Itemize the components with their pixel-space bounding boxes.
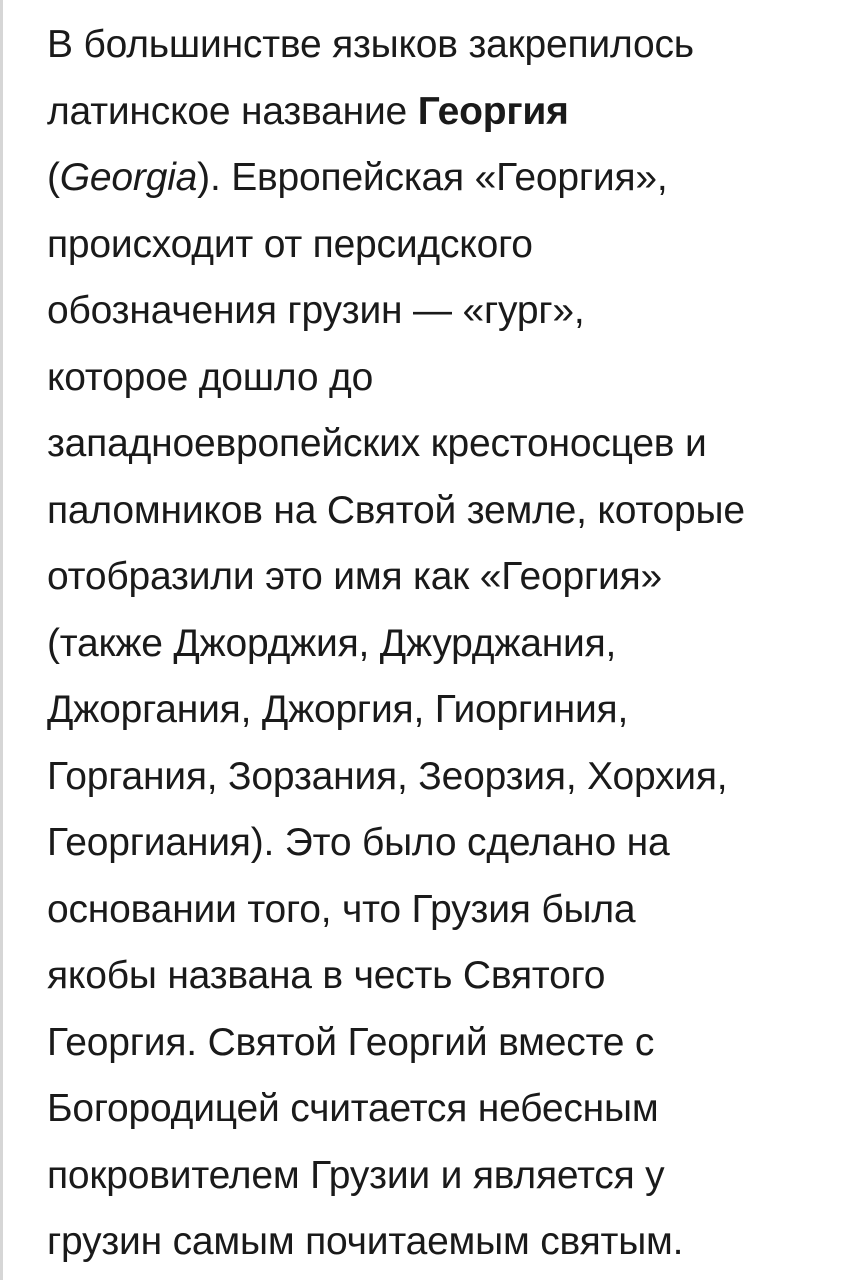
text-segment: Богородицей считается небесным <box>47 1087 659 1130</box>
article-line <box>47 278 837 345</box>
text-segment: основании того, что Грузия была <box>47 887 636 931</box>
article-line <box>47 345 837 412</box>
article-line <box>47 411 837 478</box>
text-segment: якобы названа в честь Святого <box>47 954 606 997</box>
article-line <box>47 877 837 944</box>
text-segment: (также Джорджия, Джурджания, <box>47 621 617 665</box>
text-segment: происходит от персидского <box>47 222 533 266</box>
article-line <box>47 943 837 1010</box>
text-segment: грузин самым почитаемым святым. <box>47 1220 684 1263</box>
page-left-border <box>0 0 3 1280</box>
text-segment: которое дошло до <box>47 355 374 399</box>
article-line <box>47 1076 837 1143</box>
article-line <box>47 145 837 212</box>
article-line <box>47 12 837 79</box>
bold-term: Георгия <box>417 89 569 133</box>
article-line <box>47 478 837 545</box>
text-segment: Джоргания, Джоргия, Гиоргиния, <box>47 688 629 731</box>
text-segment: отобразили это имя как «Георгия» <box>47 555 663 598</box>
article-line <box>47 544 837 611</box>
article-line <box>47 79 837 146</box>
article-body <box>47 12 837 1276</box>
article-line <box>47 677 837 744</box>
article-line <box>47 212 837 279</box>
article-line <box>47 810 837 877</box>
article-line <box>47 1010 837 1077</box>
text-segment: ( <box>47 156 60 199</box>
article-line <box>47 1209 837 1276</box>
text-segment: В большинстве языков закрепилось <box>47 23 694 66</box>
text-segment: западноевропейских крестоносцев и <box>47 422 707 465</box>
text-segment: обозначения грузин — «гург», <box>47 289 585 332</box>
article-line <box>47 1143 837 1210</box>
text-segment: ). Европейская «Георгия», <box>197 156 668 199</box>
text-segment: Георгиания). Это было сделано на <box>47 821 670 864</box>
text-segment: латинское название <box>47 89 418 133</box>
text-segment: Горгания, Зорзания, Зеорзия, Хорхия, <box>47 754 728 798</box>
article-line <box>47 744 837 811</box>
article-line <box>47 611 837 678</box>
text-segment: Георгия. Святой Георгий вместе с <box>47 1020 655 1064</box>
text-segment: паломников на Святой земле, которые <box>47 488 745 532</box>
italic-term: Georgia <box>59 156 198 199</box>
text-segment: покровителем Грузии и является у <box>47 1153 665 1197</box>
